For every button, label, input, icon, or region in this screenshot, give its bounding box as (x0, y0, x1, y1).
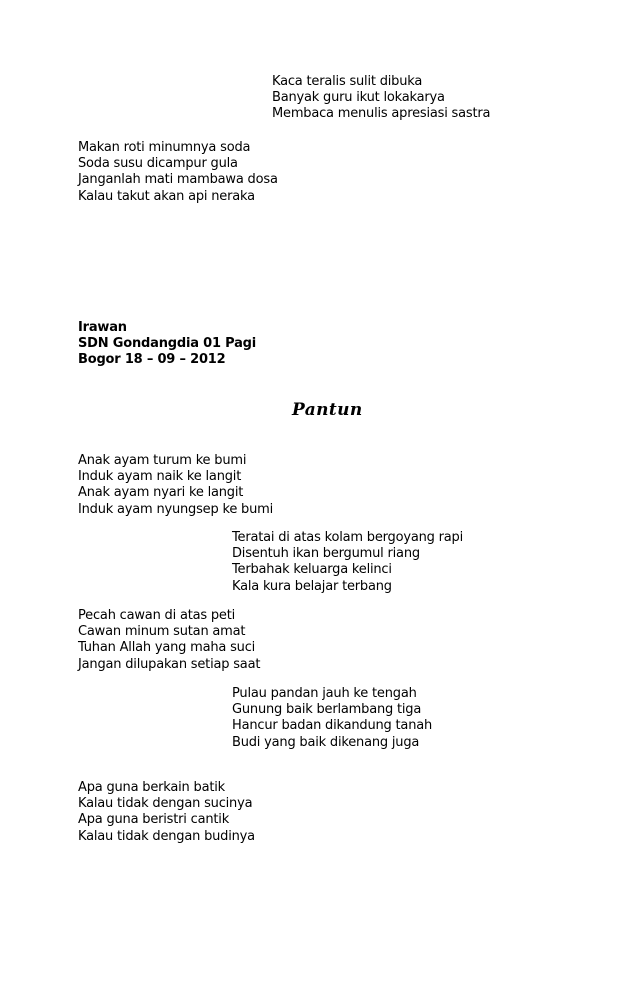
stanza-1 (78, 453, 273, 518)
poem-line: Makan roti minumnya soda (78, 140, 251, 155)
poem-line: Membaca menulis apresiasi sastra (272, 106, 491, 122)
author-name: Irawan (78, 320, 127, 335)
stanza-top-right (272, 74, 490, 123)
stanza-top-left (78, 140, 278, 205)
stanza-4 (232, 686, 432, 751)
page-title: Pantun (292, 400, 363, 420)
poem-line: Jangan dilupakan setiap saat (78, 656, 261, 672)
poem-line: Terbahak keluarga kelinci (232, 562, 392, 578)
poem-line: Teratai di atas kolam bergoyang rapi (232, 530, 464, 545)
poem-line: Kalau takut akan api neraka (78, 188, 255, 204)
poem-line: Induk ayam naik ke langit (78, 469, 242, 485)
author-place-date: Bogor 18 – 09 – 2012 (78, 352, 226, 368)
author-school: SDN Gondangdia 01 Pagi (78, 336, 257, 352)
poem-line: Banyak guru ikut lokakarya (272, 90, 445, 106)
poem-line: Budi yang baik dikenang juga (232, 734, 420, 750)
poem-line: Disentuh ikan bergumul riang (232, 546, 420, 562)
poem-line: Hancur badan dikandung tanah (232, 718, 433, 734)
stanza-3 (78, 608, 260, 673)
poem-line: Pulau pandan jauh ke tengah (232, 686, 417, 701)
poem-line: Kaca teralis sulit dibuka (272, 74, 423, 89)
poem-line: Induk ayam nyungsep ke bumi (78, 501, 274, 517)
poem-line: Kala kura belajar terbang (232, 578, 392, 594)
poem-line: Apa guna beristri cantik (78, 812, 230, 828)
author-block (78, 320, 256, 369)
poem-line: Anak ayam turum ke bumi (78, 453, 247, 468)
poem-line: Apa guna berkain batik (78, 780, 225, 795)
poem-line: Gunung baik berlambang tiga (232, 702, 422, 718)
poem-line: Pecah cawan di atas peti (78, 608, 236, 623)
poem-line: Kalau tidak dengan budinya (78, 828, 255, 844)
stanza-5 (78, 780, 255, 845)
poem-line: Tuhan Allah yang maha suci (78, 640, 256, 656)
poem-line: Kalau tidak dengan sucinya (78, 796, 253, 812)
poem-line: Janganlah mati mambawa dosa (78, 172, 278, 188)
stanza-2 (232, 530, 463, 595)
poem-line: Cawan minum sutan amat (78, 624, 246, 640)
poem-line: Soda susu dicampur gula (78, 156, 238, 172)
poem-line: Anak ayam nyari ke langit (78, 485, 244, 501)
